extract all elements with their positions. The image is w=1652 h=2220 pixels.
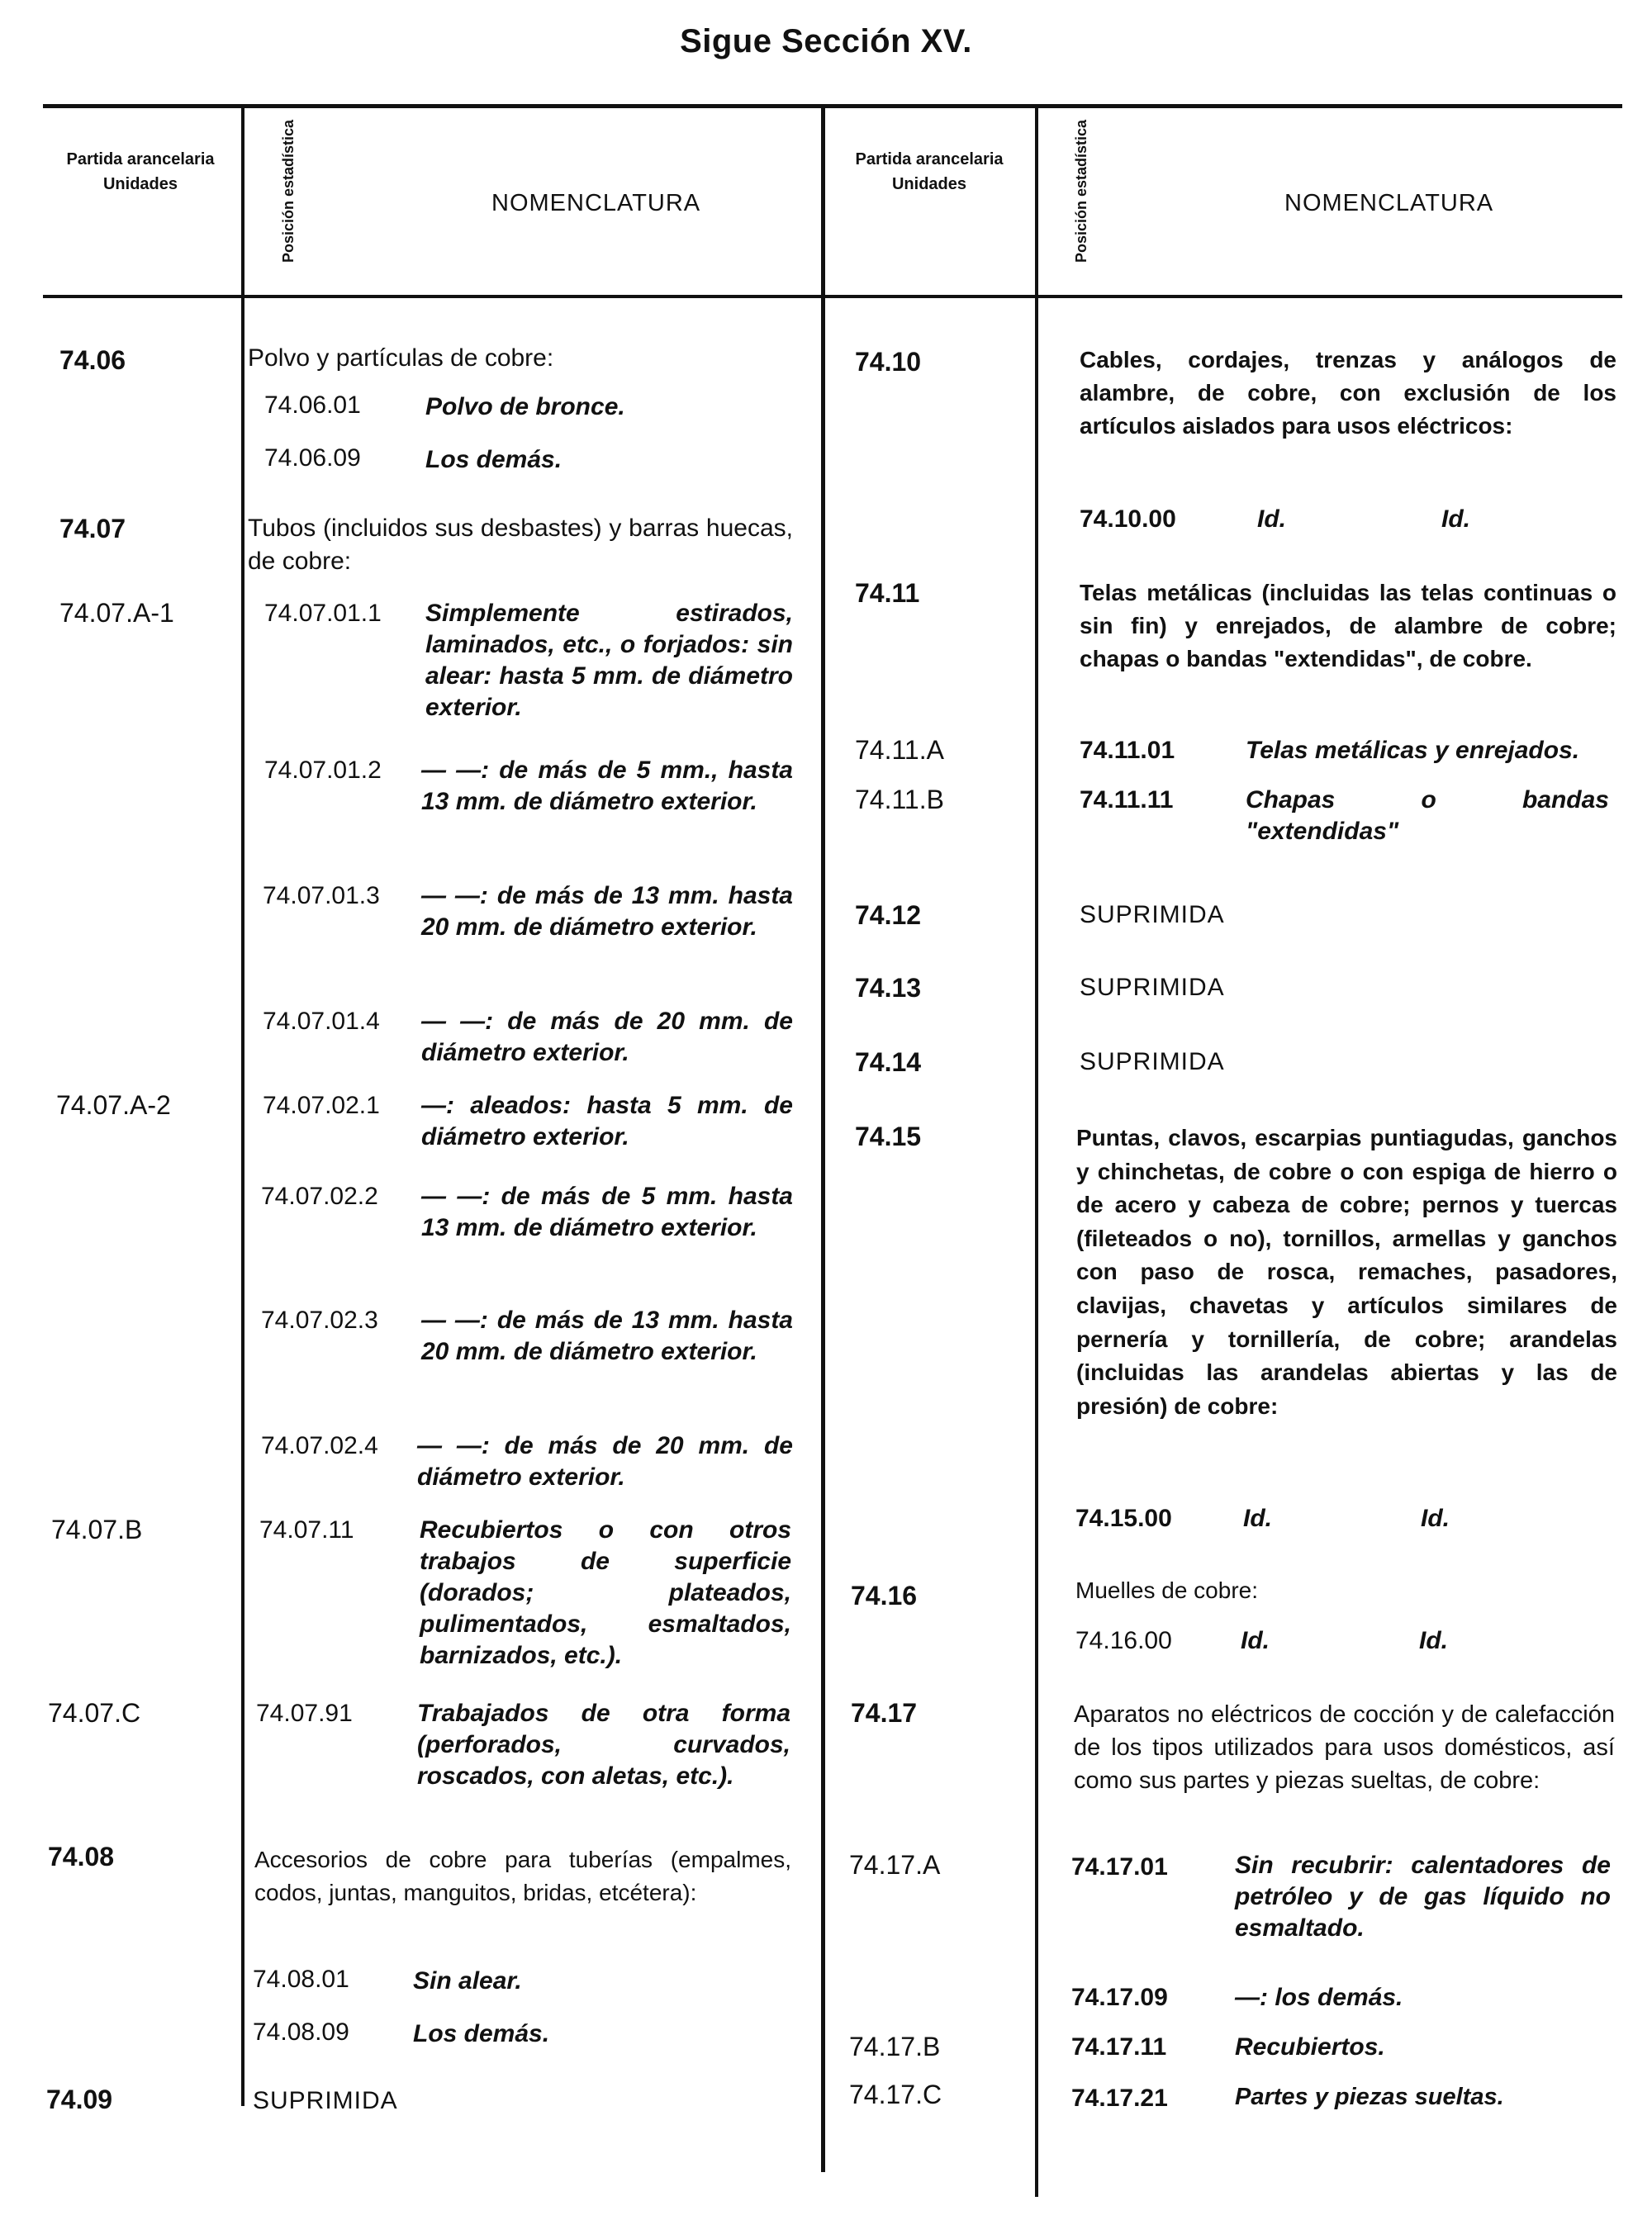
posicion-code: 74.08.09	[253, 2018, 349, 2046]
partida-code: 74.11.B	[855, 785, 944, 814]
partida-code: 74.07.B	[51, 1515, 143, 1544]
partida-code: 74.12	[855, 900, 922, 930]
partida-code: 74.07.C	[48, 1698, 141, 1728]
partida-code: 74.11	[855, 578, 920, 608]
posicion-code: 74.06.01	[264, 391, 361, 419]
posicion-description: — —: de más de 5 mm. hasta 13 mm. de diámetro exterior.	[421, 1183, 793, 1241]
posicion-code: 74.07.02.3	[261, 1307, 378, 1334]
posicion-id: Id.	[1241, 1627, 1270, 1654]
header-partida-left	[50, 147, 231, 197]
posicion-description: — —: de más de 20 mm. de diámetro exterior.	[417, 1432, 793, 1491]
posicion-id: Id.	[1421, 1505, 1450, 1532]
partida-description: SUPRIMIDA	[1080, 1048, 1225, 1075]
posicion-description: Chapas o bandas "extendidas"	[1246, 786, 1609, 845]
partida-code: 74.08	[48, 1842, 115, 1871]
partida-code: 74.17.C	[849, 2080, 942, 2109]
partida-code: 74.17.B	[849, 2032, 941, 2061]
top-rule	[43, 104, 1622, 108]
posicion-description: Sin alear.	[413, 1967, 522, 1995]
posicion-id: Id.	[1243, 1505, 1272, 1532]
posicion-code: 74.17.11	[1071, 2033, 1167, 2061]
partida-code: 74.07.A-1	[59, 598, 174, 628]
posicion-code: 74.07.01.1	[264, 600, 382, 627]
posicion-code: 74.07.01.4	[263, 1008, 380, 1035]
header-posicion-text: Posición estadística	[1073, 119, 1089, 263]
posicion-description: Sin recubrir: calentadores de petróleo y de gas líquido no esmaltado.	[1235, 1852, 1611, 1942]
posicion-code: 74.10.00	[1080, 505, 1176, 533]
header-partida-text: Partida arancelaria Unidades	[66, 150, 215, 193]
center-divider	[821, 107, 825, 2172]
left-divider	[241, 107, 244, 2106]
partida-code: 74.11.A	[855, 735, 944, 765]
posicion-description: — —: de más de 20 mm. de diámetro exterior.	[421, 1008, 793, 1066]
posicion-code: 74.07.11	[259, 1516, 354, 1544]
posicion-id: Id.	[1441, 505, 1470, 533]
partida-code: 74.09	[46, 2085, 113, 2114]
posicion-code: 74.17.01	[1071, 1853, 1168, 1881]
posicion-id: Id.	[1419, 1627, 1448, 1654]
partida-description: SUPRIMIDA	[1080, 974, 1225, 1001]
posicion-description: — —: de más de 13 mm. hasta 20 mm. de diámetro exterior.	[421, 882, 793, 941]
partida-description: Puntas, clavos, escarpias puntiagudas, ganchos y chinchetas, de cobre o con espiga de hierro o de acero y cabeza de cobre; pernos y tuercas (fileteados o no), tornillos, armellas y ganchos con paso de rosca, remaches, pasadores, clavijas, chavetas y artículos similares de pernería y tornillería, de cobre; arandelas (incluidas las arandelas abiertas y las de presión) de cobre:	[1076, 1125, 1617, 1419]
posicion-description: Recubiertos o con otros trabajos de superficie (dorados; plateados, pulimentados, esmaltados, barnizados, etc.).	[420, 1516, 791, 1669]
posicion-code: 74.07.02.2	[261, 1183, 378, 1210]
posicion-code: 74.07.01.3	[263, 882, 380, 909]
posicion-code: 74.16.00	[1075, 1627, 1172, 1654]
partida-description: Tubos (incluidos sus desbastes) y barras huecas, de cobre:	[248, 515, 793, 575]
partida-code: 74.10	[855, 347, 922, 377]
partida-code: 74.15	[855, 1122, 922, 1151]
posicion-code: 74.17.09	[1071, 1984, 1168, 2011]
header-partida-right	[834, 147, 1024, 197]
header-nomenclatura-right: NOMENCLATURA	[1284, 190, 1494, 216]
partida-code: 74.06	[59, 345, 126, 375]
posicion-description: Polvo de bronce.	[425, 393, 625, 420]
posicion-code: 74.17.21	[1071, 2085, 1168, 2112]
page-title: Sigue Sección XV.	[680, 23, 972, 59]
partida-description: Cables, cordajes, trenzas y análogos de alambre, de cobre, con exclusión de los artículos aislados para usos eléctricos:	[1080, 347, 1616, 439]
right-divider	[1035, 107, 1038, 2197]
posicion-description: —: los demás.	[1235, 1984, 1403, 2011]
posicion-description: — —: de más de 13 mm. hasta 20 mm. de diámetro exterior.	[421, 1307, 793, 1365]
partida-description: SUPRIMIDA	[1080, 901, 1225, 928]
posicion-description: Los demás.	[413, 2020, 550, 2047]
posicion-code: 74.07.01.2	[264, 757, 382, 784]
posicion-code: 74.07.02.1	[263, 1092, 380, 1119]
posicion-code: 74.06.09	[264, 444, 361, 472]
posicion-description: Simplemente estirados, laminados, etc., o forjados: sin alear: hasta 5 mm. de diámetro exterior.	[425, 600, 793, 721]
partida-description: Muelles de cobre:	[1075, 1577, 1259, 1603]
partida-code: 74.16	[851, 1581, 918, 1610]
posicion-description: Telas metálicas y enrejados.	[1246, 737, 1580, 764]
posicion-description: Trabajados de otra forma (perforados, curvados, roscados, con aletas, etc.).	[417, 1700, 790, 1790]
header-nomenclatura-left: NOMENCLATURA	[491, 190, 701, 216]
posicion-code: 74.11.11	[1080, 786, 1174, 814]
partida-description: Accesorios de cobre para tuberías (empalmes, codos, juntas, manguitos, bridas, etcétera):	[254, 1847, 791, 1905]
partida-code: 74.17	[851, 1698, 918, 1728]
partida-code: 74.13	[855, 973, 922, 1003]
header-posicion-right	[1072, 119, 1090, 263]
posicion-code: 74.15.00	[1075, 1505, 1172, 1532]
partida-description: Telas metálicas (incluidas las telas continuas o sin fin) y enrejados, de alambre de cobre; chapas o bandas "extendidas", de cobre.	[1080, 580, 1616, 671]
header-partida-text: Partida arancelaria Unidades	[855, 150, 1004, 193]
partida-description: Polvo y partículas de cobre:	[248, 344, 554, 372]
posicion-description: —: aleados: hasta 5 mm. de diámetro exterior.	[421, 1092, 793, 1150]
header-posicion-left	[279, 119, 297, 263]
posicion-id: Id.	[1257, 505, 1286, 533]
header-posicion-text: Posición estadística	[280, 119, 297, 263]
partida-code: 74.07	[59, 514, 126, 543]
partida-code: 74.14	[855, 1047, 922, 1077]
posicion-code: 74.11.01	[1080, 737, 1175, 764]
partida-description: Aparatos no eléctricos de cocción y de calefacción de los tipos utilizados para usos domésticos, así como sus partes y piezas sueltas, de cobre:	[1074, 1701, 1615, 1794]
posicion-description: Partes y piezas sueltas.	[1235, 2084, 1504, 2110]
posicion-description: — —: de más de 5 mm., hasta 13 mm. de diámetro exterior.	[421, 757, 793, 815]
posicion-description: Los demás.	[425, 446, 563, 473]
posicion-code: 74.08.01	[253, 1966, 349, 1993]
posicion-description: Recubiertos.	[1235, 2033, 1385, 2061]
partida-code: 74.07.A-2	[56, 1090, 171, 1120]
header-rule	[43, 295, 1622, 298]
partida-code: 74.17.A	[849, 1850, 941, 1880]
posicion-code: 74.07.02.4	[261, 1432, 378, 1459]
posicion-code: 74.07.91	[256, 1700, 353, 1727]
partida-description: SUPRIMIDA	[253, 2087, 398, 2114]
